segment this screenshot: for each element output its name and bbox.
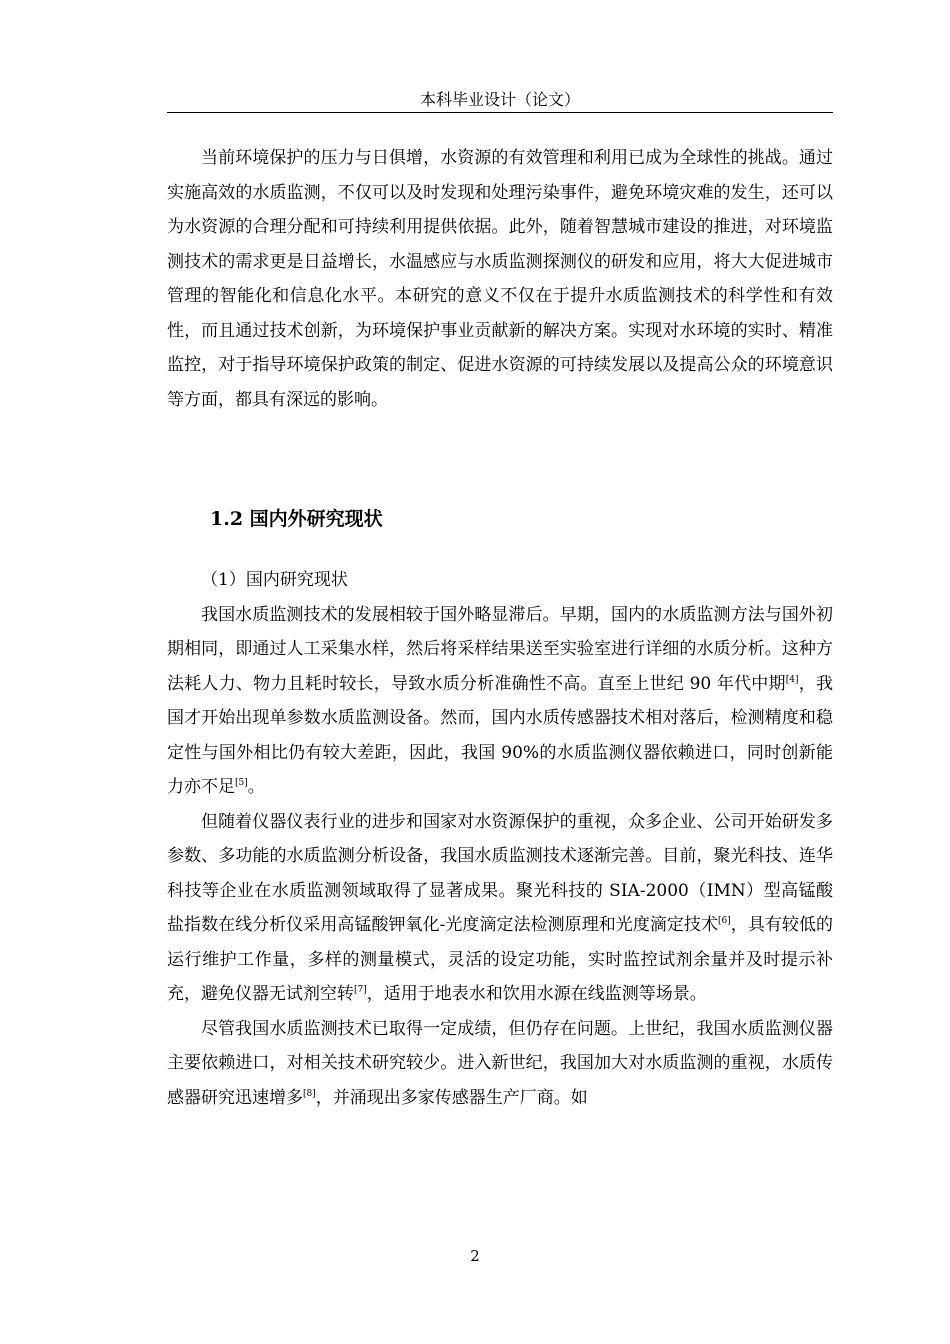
- paragraph-domestic-history: [167, 598, 833, 805]
- research-status-body: [167, 563, 833, 1115]
- paragraph-text: ，并涌现出多家传感器生产厂商。如: [315, 1087, 588, 1108]
- header-rule: [167, 112, 833, 113]
- citation-ref: [7]: [354, 984, 367, 995]
- paragraph-text: ，我国才开始出现单参数水质监测设备。然而，国内水质传感器技术相对落后，检测精度和稳定性与国外相比仍有较大差距，因此，我国 90%的水质监测仪器依赖进口，同时创新能力亦不足: [167, 673, 833, 797]
- subheading-domestic: （1）国内研究现状: [201, 570, 348, 590]
- paragraph-text: 。: [247, 777, 265, 797]
- paragraph-remaining-problems: [167, 1012, 833, 1116]
- running-header: 本科毕业设计（论文）: [419, 90, 580, 109]
- paragraph-text: ，具有较低的运行维护工作量，多样的测量模式，灵活的设定功能，实时监控试剂余量并及时提示补充，避免仪器无试剂空转: [167, 915, 833, 1004]
- citation-ref: [6]: [718, 915, 731, 926]
- paragraph-text: 尽管我国水质监测技术已取得一定成绩，但仍存在问题。上世纪，我国水质监测仪器主要依赖进口，对相关技术研究较少。进入新世纪，我国加大对水质监测的重视，水质传感器研究迅速增多: [167, 1018, 833, 1108]
- paragraph-significance: 当前环境保护的压力与日俱增，水资源的有效管理和利用已成为全球性的挑战。通过实施高效的水质监测，不仅可以及时发现和处理污染事件，避免环境灾难的发生，还可以为水资源的合理分配和可持续利用提供依据。此外，随着智慧城市建设的推进，对环境监测技术的需求更是日益增长，水温感应与水质监测探测仪的研发和应用，将大大促进城市管理的智能化和信息化水平。本研究的意义不仅在于提升水质监测技术的科学性和有效性，而且通过技术创新，为环境保护事业贡献新的解决方案。实现对水环境的实时、精准监控，对于指导环境保护政策的制定、促进水资源的可持续发展以及提高公众的环境意识等方面，都具有深远的影响。: [167, 148, 833, 410]
- paragraph-industry-progress: [167, 805, 833, 1012]
- citation-ref: [5]: [235, 777, 248, 788]
- citation-ref: [8]: [303, 1088, 316, 1099]
- paragraph-text: ，适用于地表水和饮用水源在线监测等场景。: [366, 984, 707, 1004]
- paragraph-text: 我国水质监测技术的发展相较于国外略显滞后。早期，国内的水质监测方法与国外初期相同，即通过人工采集水样，然后将采样结果送至实验室进行详细的水质分析。这种方法耗人力、物力且耗时较长，导致水质分析准确性不高。直至上世纪 90 年代中期: [167, 604, 833, 694]
- intro-body: [167, 141, 833, 417]
- citation-ref: [4]: [785, 674, 799, 685]
- paragraph-text: 但随着仪器仪表行业的进步和国家对水资源保护的重视，众多企业、公司开始研发多参数、多功能的水质监测分析设备，我国水质监测技术逐渐完善。目前，聚光科技、连华科技等企业在水质监测领域取得了显著成果。聚光科技的 SIA-2000（IMN）型高锰酸盐指数在线分析仪采用高锰酸钾氧化-光度滴定法检测原理和光度滴定技术: [167, 811, 833, 935]
- page-number: 2: [470, 1247, 480, 1265]
- section-heading: 1.2 国内外研究现状: [210, 508, 383, 530]
